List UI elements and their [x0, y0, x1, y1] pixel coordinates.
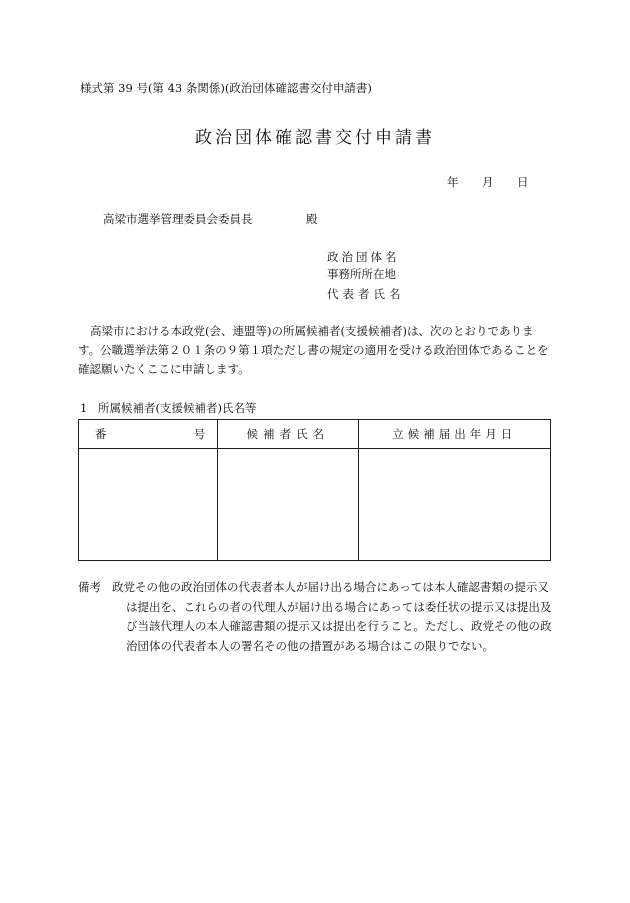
header-candidate-name: 候補者氏名	[218, 420, 358, 449]
cell-number[interactable]	[79, 449, 218, 561]
date-year-label: 年	[447, 175, 459, 189]
header-number-part1: 番	[95, 427, 107, 441]
addressee: 高梁市選挙管理委員会委員長	[103, 212, 253, 226]
remarks	[78, 578, 558, 656]
section-heading	[80, 400, 256, 416]
date-month-label: 月	[482, 175, 494, 189]
header-number	[79, 420, 218, 449]
cell-filing-date[interactable]	[358, 449, 550, 561]
section-number: 1	[80, 401, 88, 415]
date-day-label: 日	[517, 175, 529, 189]
table-header-row	[79, 420, 551, 449]
header-number-part2: 号	[193, 427, 206, 441]
remarks-text: 政党その他の政治団体の代表者本人が届け出る場合にあっては本人確認書類の提示又は提出を、これらの者の代理人が届け出る場合にあっては委任状の提示又は提出及び当該代理人の本人確認書類の提示又は提出を行うこと。ただし、政党その他の政治団体の代表者本人の署名その他の措置がある場合はこの限りでない。	[112, 580, 552, 653]
remarks-label: 備考	[78, 580, 101, 594]
form-number: 様式第 39 号(第 43 条関係)(政治団体確認書交付申請書)	[80, 81, 372, 95]
applicant-representative-label: 代表者氏名	[327, 287, 405, 301]
candidate-table	[78, 419, 551, 561]
header-filing-date: 立候補届出年月日	[358, 420, 550, 449]
remarks-text-wrap	[112, 578, 558, 656]
cell-candidate-name[interactable]	[218, 449, 358, 561]
section-title: 所属候補者(支援候補者)氏名等	[98, 401, 257, 415]
table-row	[79, 449, 551, 561]
application-body-paragraph: 高梁市における本政党(会、連盟等)の所属候補者(支援候補者)は、次のとおりであります。公職選挙法第２０１条の９第１項ただし書の規定の適用を受ける政治団体であることを確認願いたくここに申請します。	[78, 324, 549, 376]
addressee-honorific: 殿	[306, 212, 318, 226]
application-body-text	[78, 322, 552, 379]
document-title: 政治団体確認書交付申請書	[195, 128, 435, 148]
applicant-org-name-label: 政治団体名	[327, 250, 400, 264]
applicant-office-address-label: 事務所所在地	[327, 267, 396, 281]
